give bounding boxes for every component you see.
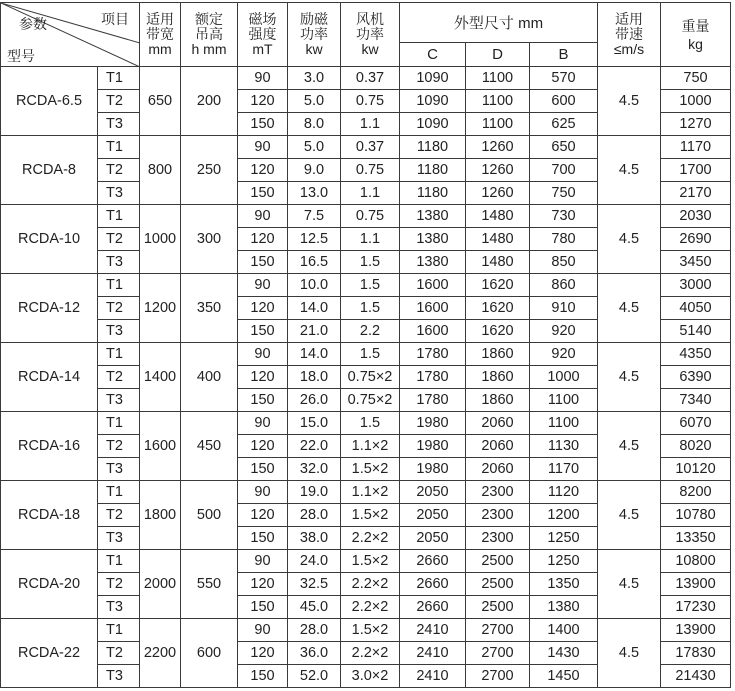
dim-b-cell: 750 <box>530 182 598 205</box>
field-strength-cell: 120 <box>238 90 288 113</box>
fan-power-cell: 1.5 <box>341 412 400 435</box>
fan-power-cell: 2.2×2 <box>341 527 400 550</box>
fan-power-cell: 0.75×2 <box>341 366 400 389</box>
dim-d-cell: 1620 <box>466 274 530 297</box>
dim-c-cell: 2410 <box>400 642 466 665</box>
dim-d-cell: 1480 <box>466 251 530 274</box>
dim-d-cell: 2060 <box>466 435 530 458</box>
weight-cell: 5140 <box>661 320 731 343</box>
weight-cell: 13350 <box>661 527 731 550</box>
weight-cell: 4350 <box>661 343 731 366</box>
weight-cell: 21430 <box>661 665 731 688</box>
excitation-power-cell: 14.0 <box>288 343 341 366</box>
fan-power-cell: 0.37 <box>341 67 400 90</box>
field-strength-cell: 150 <box>238 182 288 205</box>
excitation-power-cell: 28.0 <box>288 504 341 527</box>
dim-b-cell: 910 <box>530 297 598 320</box>
dim-c-cell: 1090 <box>400 113 466 136</box>
weight-cell: 10800 <box>661 550 731 573</box>
field-strength-cell: 90 <box>238 412 288 435</box>
belt-width-cell: 800 <box>140 136 181 205</box>
header-weight: 重量 kg <box>661 3 731 67</box>
dim-b-cell: 1130 <box>530 435 598 458</box>
belt-speed-cell: 4.5 <box>598 205 661 274</box>
field-strength-cell: 90 <box>238 67 288 90</box>
weight-cell: 750 <box>661 67 731 90</box>
fan-power-cell: 2.2×2 <box>341 573 400 596</box>
header-field-strength: 磁场 强度 mT <box>238 3 288 67</box>
sub-type-cell: T2 <box>98 435 140 458</box>
header-fan-power: 风机 功率 kw <box>341 3 400 67</box>
lift-height-cell: 300 <box>181 205 238 274</box>
dim-d-cell: 1480 <box>466 205 530 228</box>
excitation-power-cell: 15.0 <box>288 412 341 435</box>
lift-height-cell: 450 <box>181 412 238 481</box>
sub-type-cell: T1 <box>98 136 140 159</box>
belt-width-cell: 650 <box>140 67 181 136</box>
model-cell: RCDA-12 <box>1 274 98 343</box>
excitation-power-cell: 7.5 <box>288 205 341 228</box>
sub-type-cell: T3 <box>98 182 140 205</box>
dim-b-cell: 1120 <box>530 481 598 504</box>
belt-width-cell: 1800 <box>140 481 181 550</box>
header-belt-width: 适用 带宽 mm <box>140 3 181 67</box>
weight-cell: 1270 <box>661 113 731 136</box>
dim-b-cell: 1250 <box>530 550 598 573</box>
belt-width-cell: 1400 <box>140 343 181 412</box>
excitation-power-cell: 12.5 <box>288 228 341 251</box>
weight-cell: 8200 <box>661 481 731 504</box>
weight-cell: 13900 <box>661 619 731 642</box>
excitation-power-cell: 52.0 <box>288 665 341 688</box>
sub-type-cell: T1 <box>98 412 140 435</box>
dim-b-cell: 860 <box>530 274 598 297</box>
weight-cell: 3000 <box>661 274 731 297</box>
fan-power-cell: 1.5×2 <box>341 504 400 527</box>
dim-b-cell: 1450 <box>530 665 598 688</box>
weight-cell: 7340 <box>661 389 731 412</box>
header-belt-speed: 适用 带速 ≤m/s <box>598 3 661 67</box>
fan-power-cell: 3.0×2 <box>341 665 400 688</box>
table-row <box>1 619 731 642</box>
dim-c-cell: 1980 <box>400 458 466 481</box>
fan-power-cell: 1.5 <box>341 251 400 274</box>
dim-d-cell: 2300 <box>466 504 530 527</box>
dim-c-cell: 2660 <box>400 573 466 596</box>
excitation-power-cell: 26.0 <box>288 389 341 412</box>
belt-speed-cell: 4.5 <box>598 67 661 136</box>
belt-width-cell: 1600 <box>140 412 181 481</box>
sub-type-cell: T1 <box>98 481 140 504</box>
header-excitation-power: 励磁 功率 kw <box>288 3 341 67</box>
weight-cell: 2030 <box>661 205 731 228</box>
header-item-label: 项目 <box>101 11 129 27</box>
lift-height-cell: 400 <box>181 343 238 412</box>
excitation-power-cell: 45.0 <box>288 596 341 619</box>
excitation-power-cell: 9.0 <box>288 159 341 182</box>
belt-width-cell: 2200 <box>140 619 181 688</box>
dim-d-cell: 2700 <box>466 642 530 665</box>
excitation-power-cell: 5.0 <box>288 136 341 159</box>
table-row <box>1 205 731 228</box>
header-dim-b: B <box>530 43 598 67</box>
weight-cell: 13900 <box>661 573 731 596</box>
belt-speed-cell: 4.5 <box>598 481 661 550</box>
dim-b-cell: 1100 <box>530 412 598 435</box>
fan-power-cell: 1.1×2 <box>341 481 400 504</box>
fan-power-cell: 0.75 <box>341 205 400 228</box>
belt-speed-cell: 4.5 <box>598 412 661 481</box>
field-strength-cell: 90 <box>238 550 288 573</box>
lift-height-cell: 250 <box>181 136 238 205</box>
weight-cell: 4050 <box>661 297 731 320</box>
dim-c-cell: 1380 <box>400 251 466 274</box>
dim-c-cell: 1380 <box>400 205 466 228</box>
sub-type-cell: T2 <box>98 159 140 182</box>
dim-d-cell: 1260 <box>466 159 530 182</box>
dim-c-cell: 1180 <box>400 159 466 182</box>
dim-c-cell: 1600 <box>400 297 466 320</box>
dim-b-cell: 920 <box>530 320 598 343</box>
field-strength-cell: 150 <box>238 596 288 619</box>
fan-power-cell: 1.1×2 <box>341 435 400 458</box>
field-strength-cell: 120 <box>238 573 288 596</box>
header-model-label: 型号 <box>7 48 35 64</box>
dim-d-cell: 1100 <box>466 113 530 136</box>
table-row <box>1 136 731 159</box>
dim-c-cell: 1090 <box>400 90 466 113</box>
belt-width-cell: 1000 <box>140 205 181 274</box>
lift-height-cell: 550 <box>181 550 238 619</box>
excitation-power-cell: 14.0 <box>288 297 341 320</box>
dim-d-cell: 1860 <box>466 343 530 366</box>
fan-power-cell: 2.2×2 <box>341 642 400 665</box>
excitation-power-cell: 38.0 <box>288 527 341 550</box>
sub-type-cell: T1 <box>98 343 140 366</box>
weight-cell: 6390 <box>661 366 731 389</box>
field-strength-cell: 90 <box>238 481 288 504</box>
field-strength-cell: 90 <box>238 619 288 642</box>
sub-type-cell: T3 <box>98 527 140 550</box>
spec-table <box>0 2 731 688</box>
weight-cell: 8020 <box>661 435 731 458</box>
field-strength-cell: 90 <box>238 136 288 159</box>
dim-b-cell: 600 <box>530 90 598 113</box>
dim-c-cell: 1180 <box>400 182 466 205</box>
excitation-power-cell: 18.0 <box>288 366 341 389</box>
dim-c-cell: 1980 <box>400 435 466 458</box>
excitation-power-cell: 8.0 <box>288 113 341 136</box>
header-row-1 <box>1 3 731 43</box>
dim-b-cell: 1350 <box>530 573 598 596</box>
dim-c-cell: 2410 <box>400 665 466 688</box>
dim-d-cell: 1260 <box>466 136 530 159</box>
weight-cell: 3450 <box>661 251 731 274</box>
excitation-power-cell: 16.5 <box>288 251 341 274</box>
dim-d-cell: 1100 <box>466 67 530 90</box>
dim-c-cell: 1180 <box>400 136 466 159</box>
lift-height-cell: 500 <box>181 481 238 550</box>
dim-d-cell: 2300 <box>466 527 530 550</box>
lift-height-cell: 600 <box>181 619 238 688</box>
dim-d-cell: 2300 <box>466 481 530 504</box>
sub-type-cell: T2 <box>98 297 140 320</box>
dim-d-cell: 2500 <box>466 596 530 619</box>
header-lift-height: 额定 吊高 h mm <box>181 3 238 67</box>
field-strength-cell: 90 <box>238 274 288 297</box>
dim-b-cell: 625 <box>530 113 598 136</box>
dim-d-cell: 2500 <box>466 550 530 573</box>
fan-power-cell: 1.1 <box>341 182 400 205</box>
weight-cell: 2690 <box>661 228 731 251</box>
header-dimensions: 外型尺寸 mm <box>400 3 598 43</box>
fan-power-cell: 1.1 <box>341 113 400 136</box>
dim-b-cell: 920 <box>530 343 598 366</box>
sub-type-cell: T3 <box>98 251 140 274</box>
excitation-power-cell: 36.0 <box>288 642 341 665</box>
sub-type-cell: T3 <box>98 389 140 412</box>
model-cell: RCDA-10 <box>1 205 98 274</box>
dim-c-cell: 1600 <box>400 274 466 297</box>
field-strength-cell: 120 <box>238 504 288 527</box>
fan-power-cell: 1.1 <box>341 228 400 251</box>
dim-c-cell: 1780 <box>400 366 466 389</box>
field-strength-cell: 150 <box>238 320 288 343</box>
fan-power-cell: 1.5 <box>341 343 400 366</box>
dim-b-cell: 780 <box>530 228 598 251</box>
model-cell: RCDA-14 <box>1 343 98 412</box>
model-cell: RCDA-8 <box>1 136 98 205</box>
dim-b-cell: 650 <box>530 136 598 159</box>
field-strength-cell: 150 <box>238 251 288 274</box>
sub-type-cell: T1 <box>98 205 140 228</box>
excitation-power-cell: 5.0 <box>288 90 341 113</box>
dim-b-cell: 850 <box>530 251 598 274</box>
excitation-power-cell: 19.0 <box>288 481 341 504</box>
sub-type-cell: T1 <box>98 619 140 642</box>
field-strength-cell: 120 <box>238 366 288 389</box>
fan-power-cell: 2.2 <box>341 320 400 343</box>
weight-cell: 1000 <box>661 90 731 113</box>
sub-type-cell: T2 <box>98 366 140 389</box>
field-strength-cell: 120 <box>238 642 288 665</box>
model-cell: RCDA-20 <box>1 550 98 619</box>
field-strength-cell: 150 <box>238 113 288 136</box>
dim-b-cell: 1380 <box>530 596 598 619</box>
weight-cell: 17230 <box>661 596 731 619</box>
table-row <box>1 274 731 297</box>
belt-speed-cell: 4.5 <box>598 343 661 412</box>
excitation-power-cell: 10.0 <box>288 274 341 297</box>
dim-c-cell: 1780 <box>400 343 466 366</box>
header-corner-cell <box>1 3 140 67</box>
model-cell: RCDA-18 <box>1 481 98 550</box>
fan-power-cell: 1.5 <box>341 274 400 297</box>
dim-b-cell: 1430 <box>530 642 598 665</box>
field-strength-cell: 120 <box>238 228 288 251</box>
table-row <box>1 550 731 573</box>
dim-d-cell: 2060 <box>466 412 530 435</box>
table-row <box>1 343 731 366</box>
dim-d-cell: 2060 <box>466 458 530 481</box>
weight-cell: 6070 <box>661 412 731 435</box>
field-strength-cell: 120 <box>238 297 288 320</box>
table-row <box>1 481 731 504</box>
lift-height-cell: 200 <box>181 67 238 136</box>
fan-power-cell: 1.5 <box>341 297 400 320</box>
sub-type-cell: T3 <box>98 113 140 136</box>
dim-d-cell: 1620 <box>466 320 530 343</box>
dim-b-cell: 1170 <box>530 458 598 481</box>
excitation-power-cell: 13.0 <box>288 182 341 205</box>
sub-type-cell: T2 <box>98 90 140 113</box>
belt-width-cell: 1200 <box>140 274 181 343</box>
fan-power-cell: 1.5×2 <box>341 550 400 573</box>
dim-c-cell: 2660 <box>400 550 466 573</box>
dim-c-cell: 2050 <box>400 527 466 550</box>
weight-cell: 17830 <box>661 642 731 665</box>
model-cell: RCDA-6.5 <box>1 67 98 136</box>
sub-type-cell: T1 <box>98 274 140 297</box>
header-dim-d: D <box>466 43 530 67</box>
fan-power-cell: 2.2×2 <box>341 596 400 619</box>
dim-d-cell: 2500 <box>466 573 530 596</box>
dim-d-cell: 2700 <box>466 665 530 688</box>
table-row <box>1 67 731 90</box>
field-strength-cell: 120 <box>238 159 288 182</box>
dim-b-cell: 1000 <box>530 366 598 389</box>
field-strength-cell: 150 <box>238 527 288 550</box>
dim-d-cell: 1260 <box>466 182 530 205</box>
belt-speed-cell: 4.5 <box>598 619 661 688</box>
belt-speed-cell: 4.5 <box>598 274 661 343</box>
fan-power-cell: 0.75 <box>341 159 400 182</box>
belt-speed-cell: 4.5 <box>598 550 661 619</box>
dim-c-cell: 1780 <box>400 389 466 412</box>
dim-c-cell: 2050 <box>400 481 466 504</box>
sub-type-cell: T3 <box>98 596 140 619</box>
dim-d-cell: 1860 <box>466 366 530 389</box>
weight-cell: 1700 <box>661 159 731 182</box>
dim-d-cell: 1480 <box>466 228 530 251</box>
field-strength-cell: 150 <box>238 389 288 412</box>
sub-type-cell: T2 <box>98 573 140 596</box>
field-strength-cell: 90 <box>238 205 288 228</box>
sub-type-cell: T3 <box>98 665 140 688</box>
dim-b-cell: 1250 <box>530 527 598 550</box>
dim-c-cell: 2410 <box>400 619 466 642</box>
weight-cell: 10120 <box>661 458 731 481</box>
dim-c-cell: 1380 <box>400 228 466 251</box>
dim-b-cell: 730 <box>530 205 598 228</box>
sub-type-cell: T2 <box>98 504 140 527</box>
dim-c-cell: 1090 <box>400 67 466 90</box>
weight-cell: 2170 <box>661 182 731 205</box>
sub-type-cell: T2 <box>98 228 140 251</box>
model-cell: RCDA-22 <box>1 619 98 688</box>
weight-cell: 10780 <box>661 504 731 527</box>
belt-width-cell: 2000 <box>140 550 181 619</box>
dim-c-cell: 1980 <box>400 412 466 435</box>
sub-type-cell: T2 <box>98 642 140 665</box>
field-strength-cell: 90 <box>238 343 288 366</box>
dim-b-cell: 1400 <box>530 619 598 642</box>
header-param-label: 参数 <box>19 16 47 32</box>
lift-height-cell: 350 <box>181 274 238 343</box>
dim-d-cell: 1620 <box>466 297 530 320</box>
dim-b-cell: 1100 <box>530 389 598 412</box>
excitation-power-cell: 32.0 <box>288 458 341 481</box>
dim-d-cell: 1100 <box>466 90 530 113</box>
spec-table-body <box>1 67 731 688</box>
excitation-power-cell: 22.0 <box>288 435 341 458</box>
weight-cell: 1170 <box>661 136 731 159</box>
dim-b-cell: 570 <box>530 67 598 90</box>
excitation-power-cell: 3.0 <box>288 67 341 90</box>
dim-c-cell: 2660 <box>400 596 466 619</box>
dim-b-cell: 1200 <box>530 504 598 527</box>
field-strength-cell: 120 <box>238 435 288 458</box>
fan-power-cell: 0.37 <box>341 136 400 159</box>
dim-b-cell: 700 <box>530 159 598 182</box>
excitation-power-cell: 28.0 <box>288 619 341 642</box>
dim-d-cell: 2700 <box>466 619 530 642</box>
dim-d-cell: 1860 <box>466 389 530 412</box>
dim-c-cell: 1600 <box>400 320 466 343</box>
sub-type-cell: T1 <box>98 67 140 90</box>
header-dim-c: C <box>400 43 466 67</box>
excitation-power-cell: 21.0 <box>288 320 341 343</box>
field-strength-cell: 150 <box>238 458 288 481</box>
sub-type-cell: T1 <box>98 550 140 573</box>
excitation-power-cell: 32.5 <box>288 573 341 596</box>
belt-speed-cell: 4.5 <box>598 136 661 205</box>
fan-power-cell: 0.75×2 <box>341 389 400 412</box>
fan-power-cell: 1.5×2 <box>341 619 400 642</box>
table-row <box>1 412 731 435</box>
field-strength-cell: 150 <box>238 665 288 688</box>
dim-c-cell: 2050 <box>400 504 466 527</box>
sub-type-cell: T3 <box>98 458 140 481</box>
fan-power-cell: 0.75 <box>341 90 400 113</box>
model-cell: RCDA-16 <box>1 412 98 481</box>
sub-type-cell: T3 <box>98 320 140 343</box>
excitation-power-cell: 24.0 <box>288 550 341 573</box>
fan-power-cell: 1.5×2 <box>341 458 400 481</box>
